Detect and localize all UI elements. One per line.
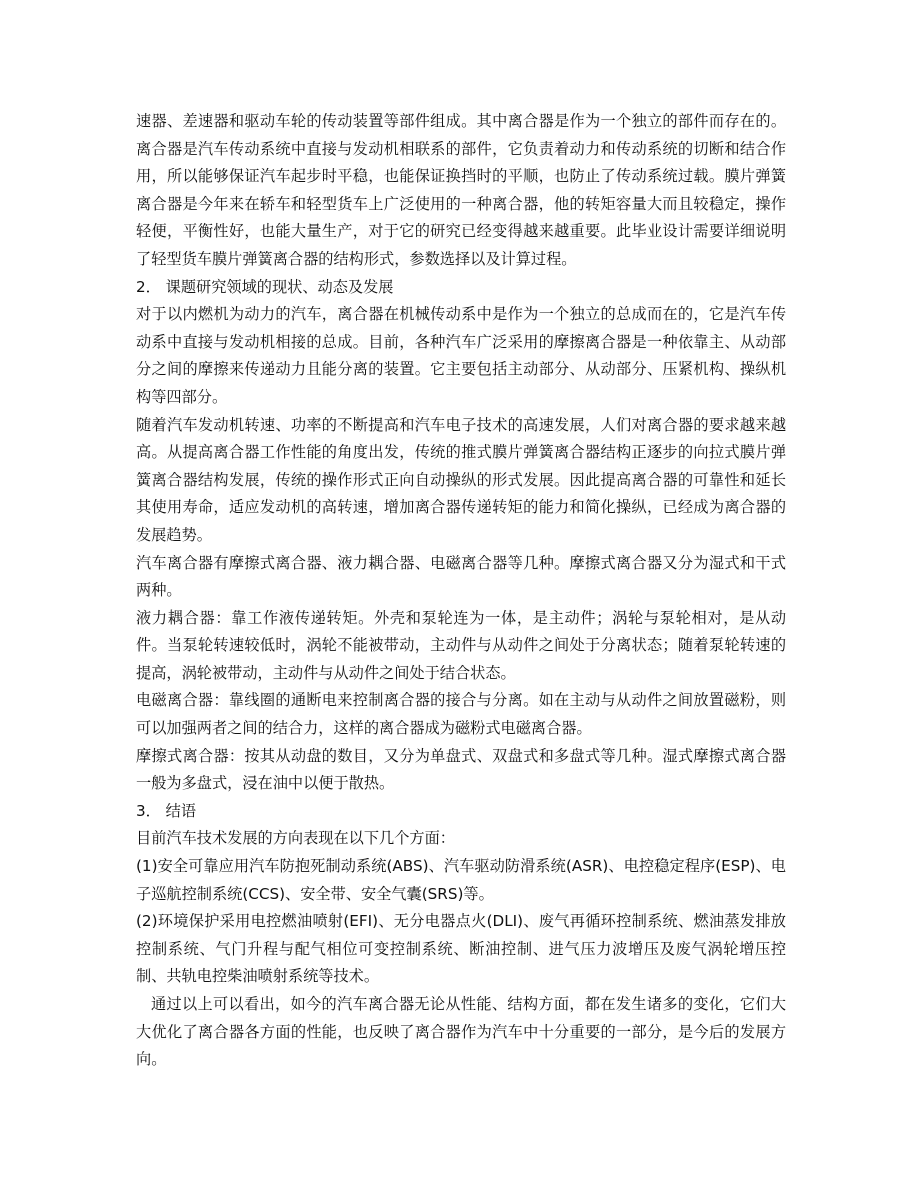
section-heading-2: 2． 课题研究领域的现状、动态及发展 xyxy=(136,277,394,296)
paragraph-friction-clutch: 摩擦式离合器：按其从动盘的数目，又分为单盘式、双盘式和多盘式等几种。湿式摩擦式离合器一般为多盘式，浸在油中以便于散热。 xyxy=(136,746,786,793)
paragraph-development-trend: 随着汽车发动机转速、功率的不断提高和汽车电子技术的高速发展，人们对离合器的要求越来越高。从提高离合器工作性能的角度出发，传统的推式膜片弹簧离合器结构正逐步的向拉式膜片弹簧离合器结构发展，传统的操作形式正向自动操纵的形式发展。因此提高离合器的可靠性和延长其使用寿命，适应发动机的高转速，增加离合器传递转矩的能力和简化操纵，已经成为离合器的发展趋势。 xyxy=(136,415,786,544)
paragraph-clutch-types: 汽车离合器有摩擦式离合器、液力耦合器、电磁离合器等几种。摩擦式离合器又分为湿式和干式两种。 xyxy=(136,553,786,600)
section-heading-3: 3． 结语 xyxy=(136,801,197,820)
paragraph-clutch-overview: 对于以内燃机为动力的汽车，离合器在机械传动系中是作为一个独立的总成而在的，它是汽车传动系中直接与发动机相接的总成。目前，各种汽车广泛采用的摩擦离合器是一种依靠主、从动部分之间的摩擦来传递动力且能分离的装置。它主要包括主动部分、从动部分、压紧机构、操纵机构等四部分。 xyxy=(136,305,786,406)
document-page xyxy=(136,108,786,1074)
paragraph-intro: 速器、差速器和驱动车轮的传动装置等部件组成。其中离合器是作为一个独立的部件而存在的。离合器是汽车传动系统中直接与发动机相联系的部件，它负责着动力和传动系统的切断和结合作用，所以能够保证汽车起步时平稳，也能保证换挡时的平顺，也防止了传动系统过载。膜片弹簧离合器是今年来在轿车和轻型货车上广泛使用的一种离合器，他的转矩容量大而且较稳定，操作轻便，平衡性好，也能大量生产，对于它的研究已经变得越来越重要。此毕业设计需要详细说明了轻型货车膜片弹簧离合器的结构形式，参数选择以及计算过程。 xyxy=(136,112,786,268)
paragraph-directions-intro: 目前汽车技术发展的方向表现在以下几个方面： xyxy=(136,829,455,848)
paragraph-safety-item: (1)安全可靠应用汽车防抱死制动系统(ABS)、汽车驱动防滑系统(ASR)、电控稳定程序(ESP)、电子巡航控制系统(CCS)、安全带、安全气囊(SRS)等。 xyxy=(136,857,786,903)
paragraph-conclusion: 通过以上可以看出，如今的汽车离合器无论从性能、结构方面，都在发生诸多的变化，它们大大优化了离合器各方面的性能，也反映了离合器作为汽车中十分重要的一部分，是今后的发展方向。 xyxy=(136,995,786,1069)
paragraph-electromagnetic-clutch: 电磁离合器：靠线圈的通断电来控制离合器的接合与分离。如在主动与从动件之间放置磁粉，则可以加强两者之间的结合力，这样的离合器成为磁粉式电磁离合器。 xyxy=(136,691,786,738)
paragraph-fluid-coupling: 液力耦合器：靠工作液传递转矩。外壳和泵轮连为一体，是主动件；涡轮与泵轮相对，是从动件。当泵轮转速较低时，涡轮不能被带动，主动件与从动件之间处于分离状态；随着泵轮转速的提高，涡轮被带动，主动件与从动件之间处于结合状态。 xyxy=(136,608,786,682)
paragraph-environment-item: (2)环境保护采用电控燃油喷射(EFI)、无分电器点火(DLI)、废气再循环控制系统、燃油蒸发排放控制系统、气门升程与配气相位可变控制系统、断油控制、进气压力波增压及废气涡轮增压控制、共轨电控柴油喷射系统等技术。 xyxy=(136,912,786,986)
